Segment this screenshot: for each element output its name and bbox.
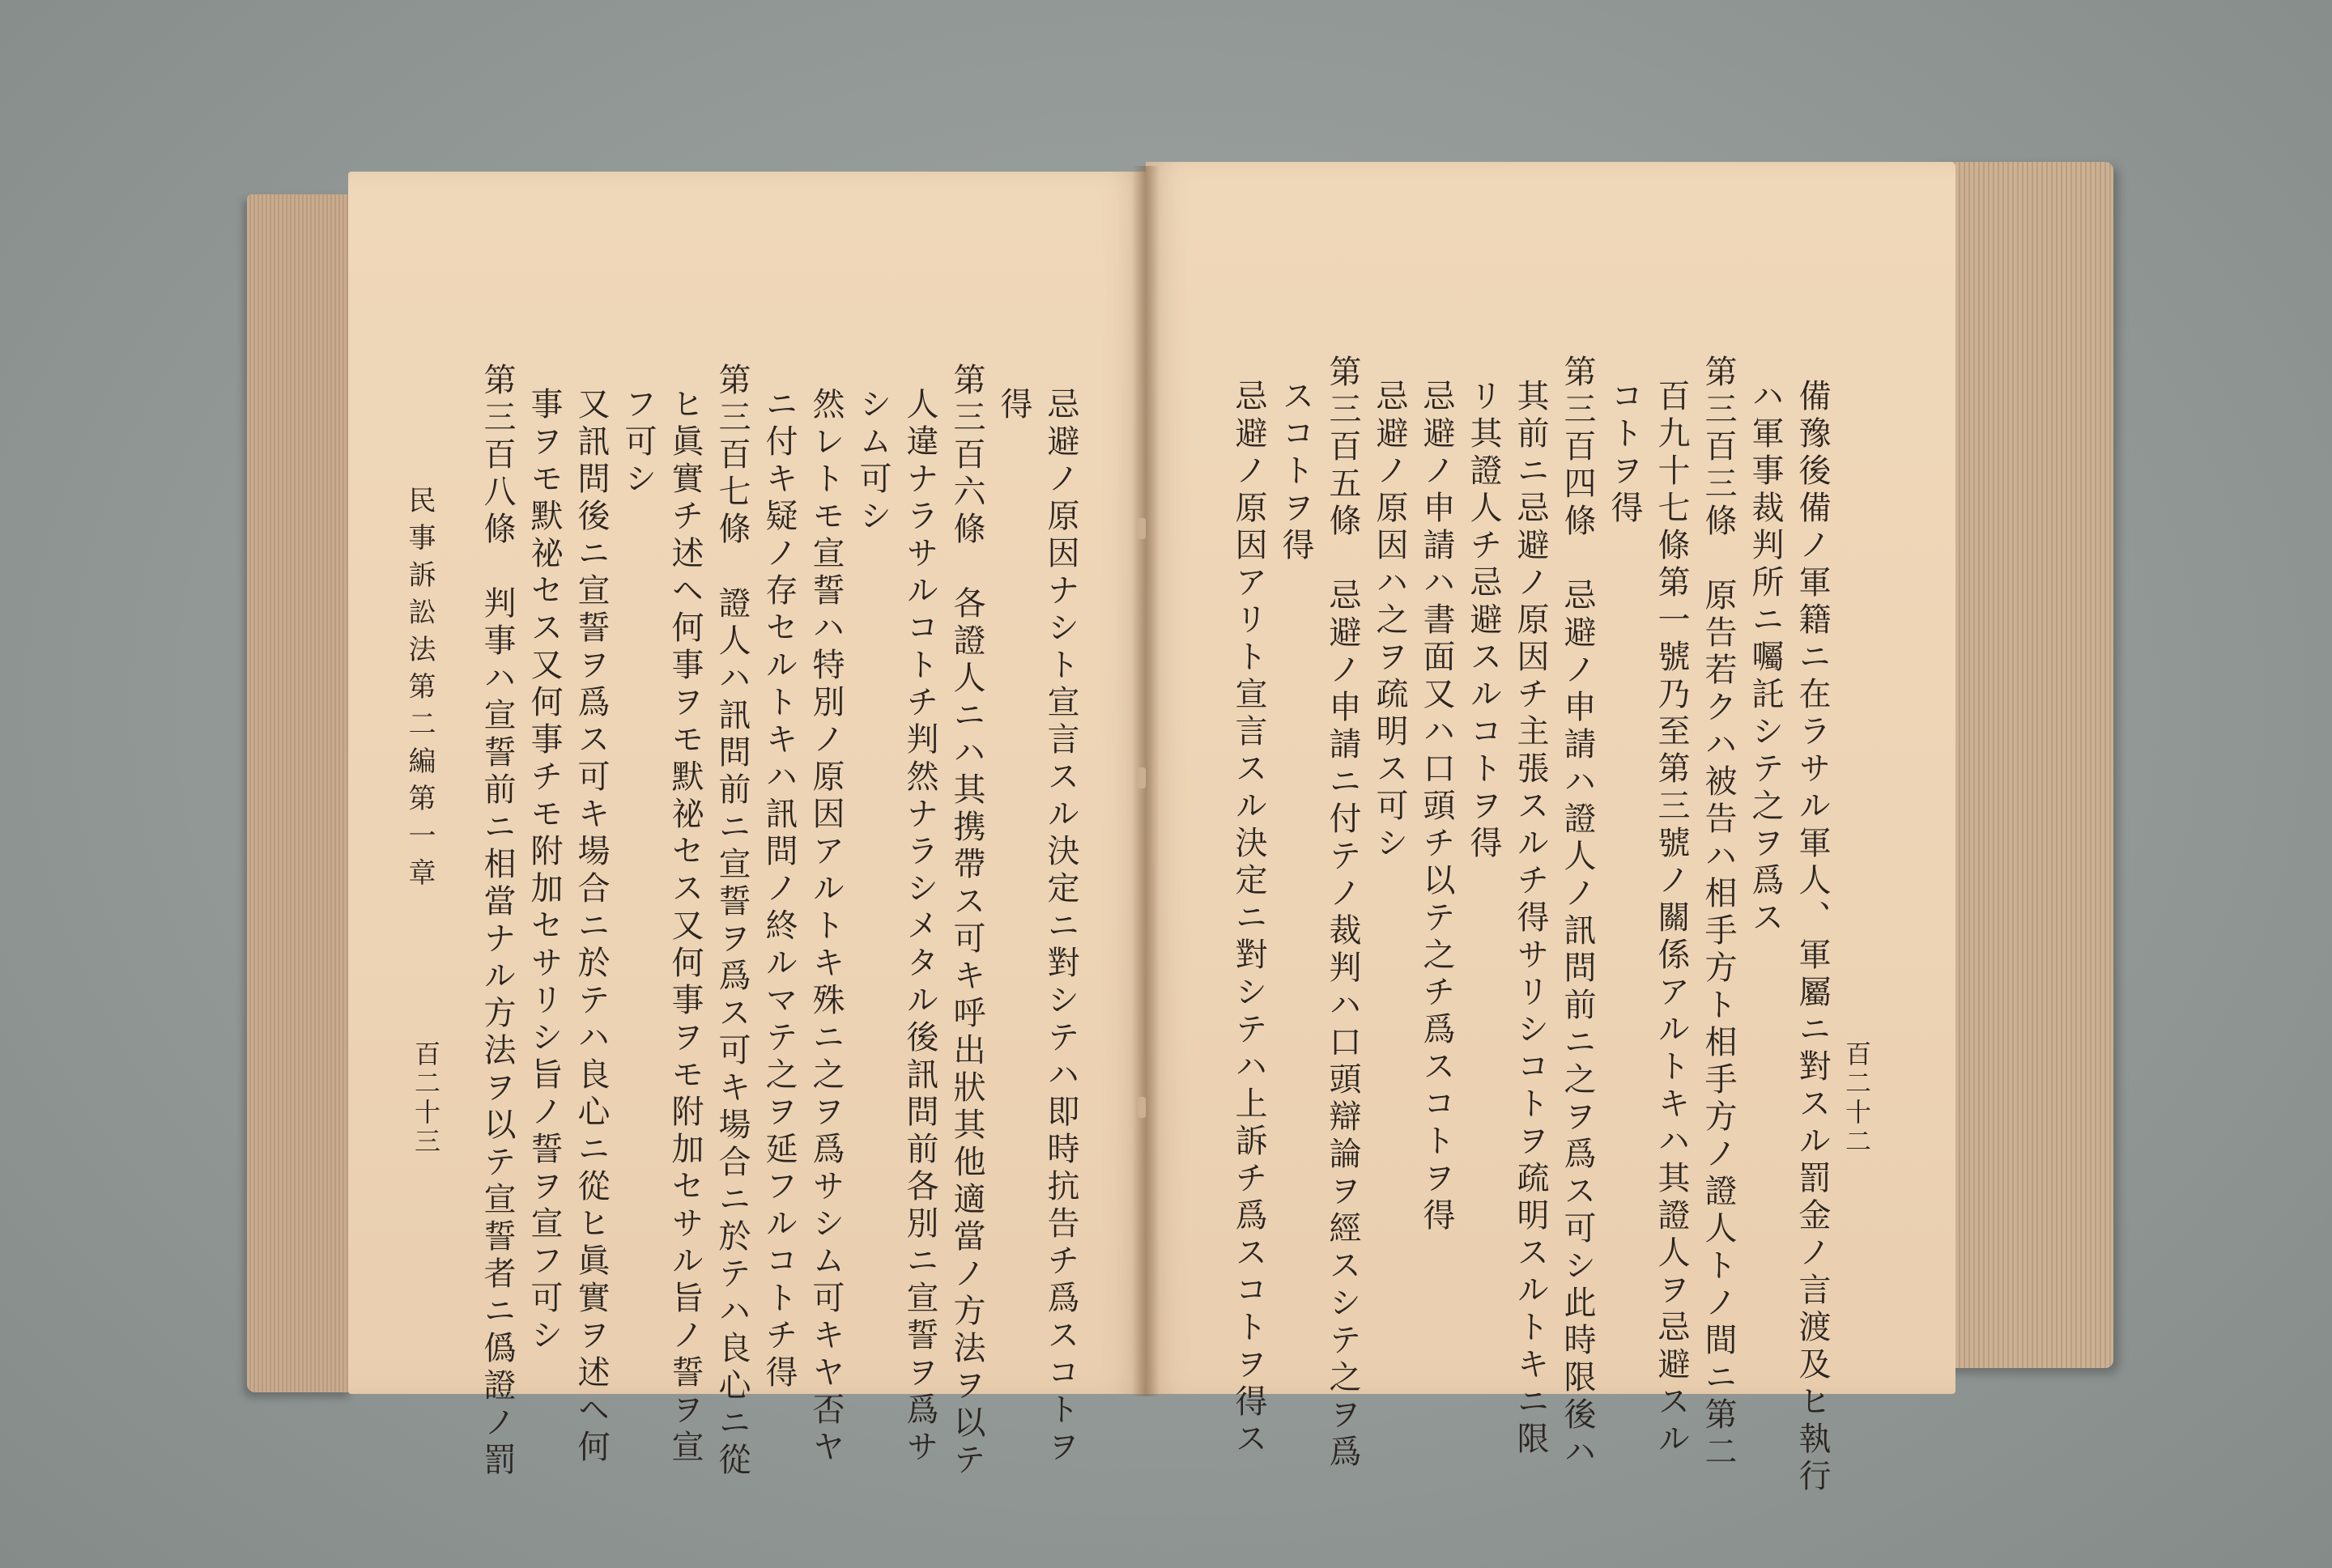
right-text-column-12: スコトヲ得 (1277, 379, 1314, 565)
left-text-column-9: ヒ眞實チ述ヘ何事ヲモ默祕セス又何事ヲモ附加セサル旨ノ誓ヲ宣 (666, 387, 704, 1467)
right-text-column-1: 備豫後備ノ軍籍ニ在ラサル軍人、軍屬ニ對スル罰金ノ言渡及ヒ執行 (1794, 379, 1831, 1496)
right-text-column-3: 第三百三條 原告若クハ被告ハ相手方ト相手方ノ證人トノ間ニ第二 (1700, 355, 1737, 1472)
left-text-column-1: 忌避ノ原因ナシト宣言スル決定ニ對シテハ即時抗告チ爲スコトヲ (1042, 387, 1079, 1467)
running-head: 民事訴訟法第二編第一章 (403, 486, 436, 895)
left-text-column-13: 第三百八條 判事ハ宣誓前ニ相當ナル方法ヲ以テ宣誓者ニ僞證ノ罰 (479, 363, 516, 1480)
right-text-column-7: 其前ニ忌避ノ原因チ主張スルチ得サリシコトヲ疏明スルトキニ限 (1512, 379, 1549, 1459)
binding-stitch (1138, 767, 1146, 788)
left-text-column-4: 人違ナラサルコトチ判然ナラシメタル後訊問前各別ニ宣誓ヲ爲サ (901, 387, 938, 1467)
left-text-column-6: 然レトモ宣誓ハ特別ノ原因アルトキ殊ニ之ヲ爲サシム可キヤ否ヤ (807, 387, 845, 1467)
right-text-column-10: 忌避ノ原因ハ之ヲ疏明ス可シ (1371, 379, 1408, 863)
right-page-edges (1931, 162, 2113, 1368)
right-text-column-4: 百九十七條第一號乃至第三號ノ關係アルトキハ其證人ヲ忌避スル (1653, 379, 1690, 1459)
right-text-column-11: 第三百五條 忌避ノ申請ニ付テノ裁判ハ口頭辯論ヲ經スシテ之ヲ爲 (1324, 355, 1361, 1472)
right-text-column-6: 第三百四條 忌避ノ申請ハ證人ノ訊問前ニ之ヲ爲ス可シ此時限後ハ (1559, 355, 1596, 1472)
binding-stitch (1138, 518, 1146, 539)
right-text-column-9: 忌避ノ申請ハ書面又ハ口頭チ以テ之チ爲スコトヲ得 (1418, 379, 1455, 1235)
left-text-column-10: フ可シ (619, 387, 657, 499)
left-text-column-2: 得 (995, 387, 1032, 424)
left-page-number: 百二十三 (411, 1040, 441, 1157)
left-text-column-5: シム可シ (854, 387, 892, 536)
binding-stitch (1138, 1097, 1146, 1118)
left-text-column-7: ニ付キ疑ノ存セルトキハ訊問ノ終ルマテ之ヲ延フルコトチ得 (760, 387, 798, 1392)
right-page-number: 百二十二 (1841, 1040, 1872, 1157)
left-page-edges (247, 194, 352, 1392)
left-text-column-3: 第三百六條 各證人ニハ其携帶ス可キ呼出狀其他適當ノ方法ヲ以テ (948, 363, 985, 1480)
right-page (1146, 162, 1955, 1394)
book-gutter (1132, 166, 1160, 1396)
right-text-column-5: コトヲ得 (1606, 379, 1643, 528)
right-text-column-8: リ其證人チ忌避スルコトヲ得 (1465, 379, 1502, 863)
right-text-column-2: ハ軍事裁判所ニ囑託シテ之ヲ爲ス (1747, 379, 1784, 937)
left-text-column-12: 事ヲモ默祕セス又何事チモ附加セサリシ旨ノ誓ヲ宣フ可シ (526, 387, 563, 1355)
left-text-column-11: 又訊問後ニ宣誓ヲ爲ス可キ場合ニ於テハ良心ニ從ヒ眞實ヲ述ヘ何 (572, 387, 610, 1467)
left-text-column-8: 第三百七條 證人ハ訊問前ニ宣誓ヲ爲ス可キ場合ニ於テハ良心ニ從 (713, 363, 751, 1480)
right-text-column-13: 忌避ノ原因アリト宣言スル決定ニ對シテハ上訴チ爲スコトヲ得ス (1230, 379, 1267, 1459)
